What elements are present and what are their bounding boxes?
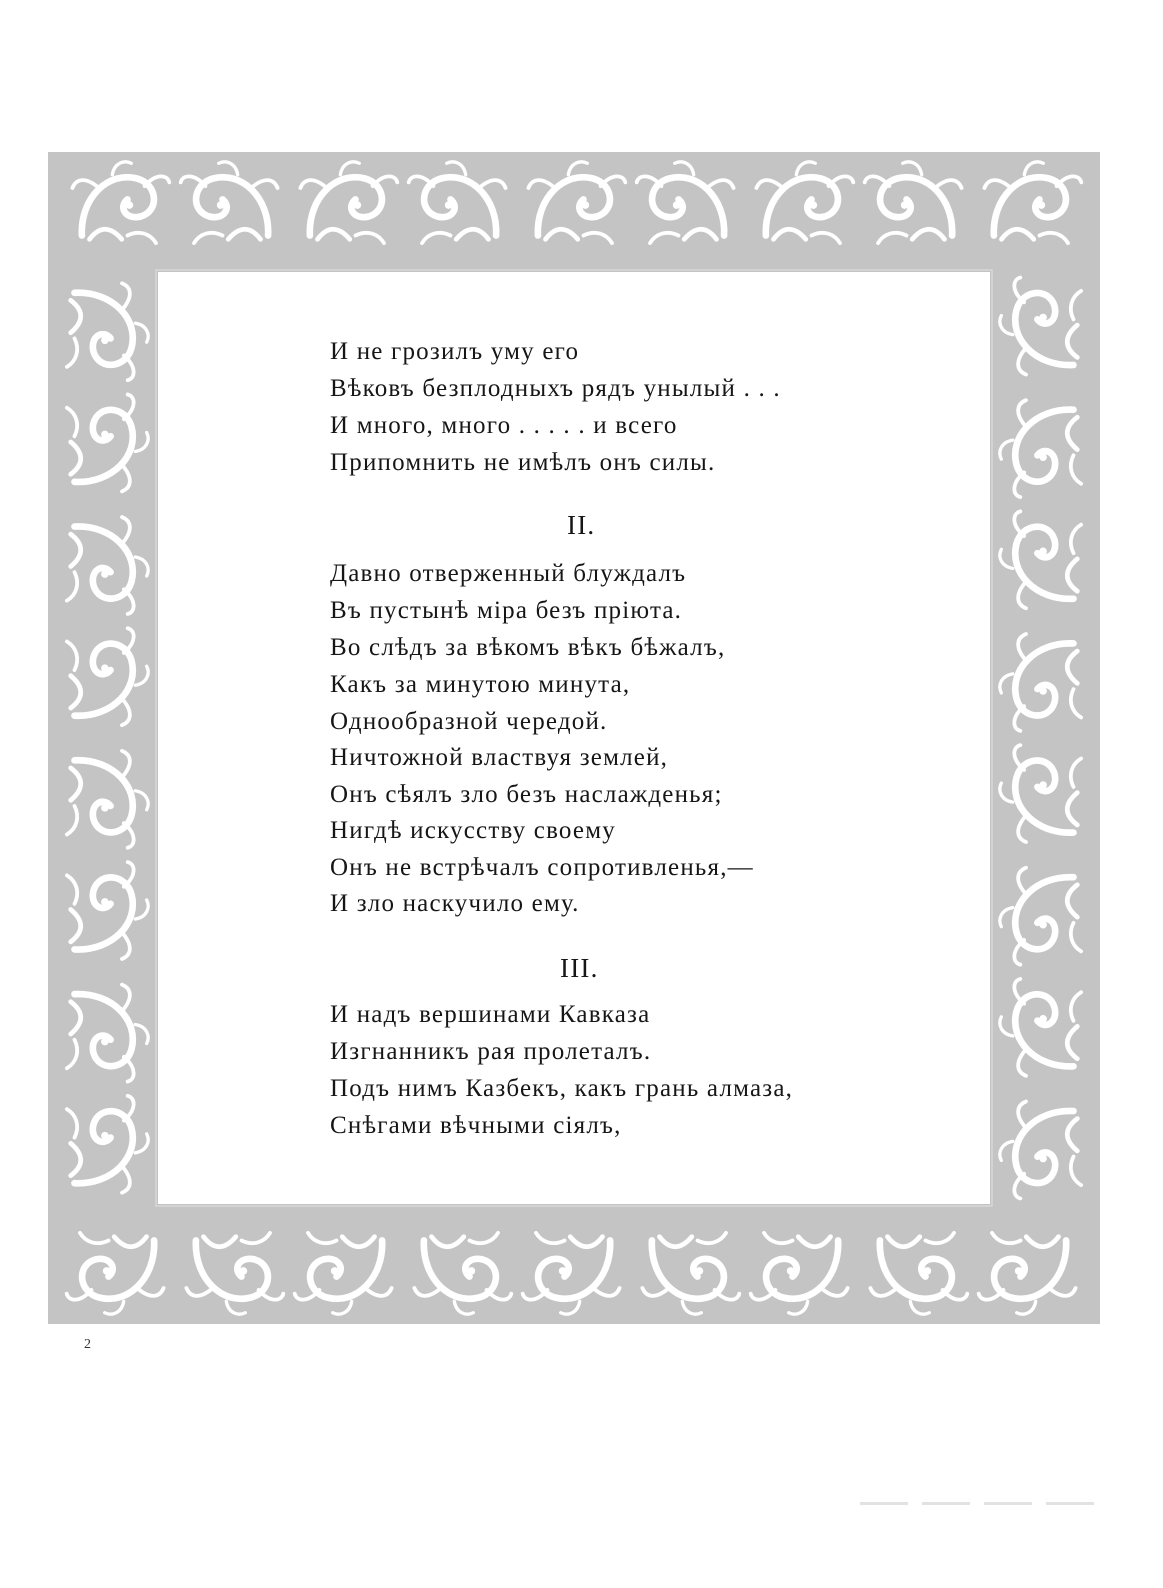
poem-line: Онъ не встрѣчалъ сопротивленья,—	[330, 854, 754, 881]
section-number: II.	[567, 510, 596, 540]
scroll-ornament-border	[48, 152, 1100, 1324]
poem-line: Какъ за минутою минута,	[330, 671, 631, 698]
page-number: 2	[84, 1337, 91, 1352]
poem-line: Однообразной чередой.	[330, 708, 608, 735]
poem-line: Припомнить не имѣлъ онъ силы.	[330, 449, 716, 476]
printer-marks	[860, 1498, 1110, 1508]
poem-line: Онъ сѣялъ зло безъ наслажденья;	[330, 781, 723, 808]
poem-line: Ничтожной властвуя землей,	[330, 744, 669, 771]
poem-line: И много, много . . . . . и всего	[330, 412, 678, 439]
poem-line: Подъ нимъ Казбекъ, какъ грань алмаза,	[330, 1075, 794, 1102]
poem-line: Снѣгами вѣчными сіялъ,	[330, 1112, 622, 1139]
poem-line: И зло наскучило ему.	[330, 890, 580, 917]
poem-line: И не грозилъ уму его	[330, 338, 580, 365]
poem-line: Давно отверженный блуждалъ	[330, 560, 687, 587]
poem-line: И надъ вершинами Кавказа	[330, 1001, 651, 1028]
border-band	[48, 152, 1100, 1324]
poem-line: Во слѣдъ за вѣкомъ вѣкъ бѣжалъ,	[330, 634, 726, 661]
poem-line: Въ пустынѣ міра безъ пріюта.	[330, 597, 683, 624]
ornamental-frame	[48, 152, 1100, 1324]
poem-line: Изгнанникъ рая пролеталъ.	[330, 1038, 652, 1065]
section-number: III.	[560, 953, 599, 983]
poem-line: Нигдѣ искусству своему	[330, 817, 616, 844]
poem-line: Вѣковъ безплодныхъ рядъ унылый . . .	[330, 375, 781, 402]
